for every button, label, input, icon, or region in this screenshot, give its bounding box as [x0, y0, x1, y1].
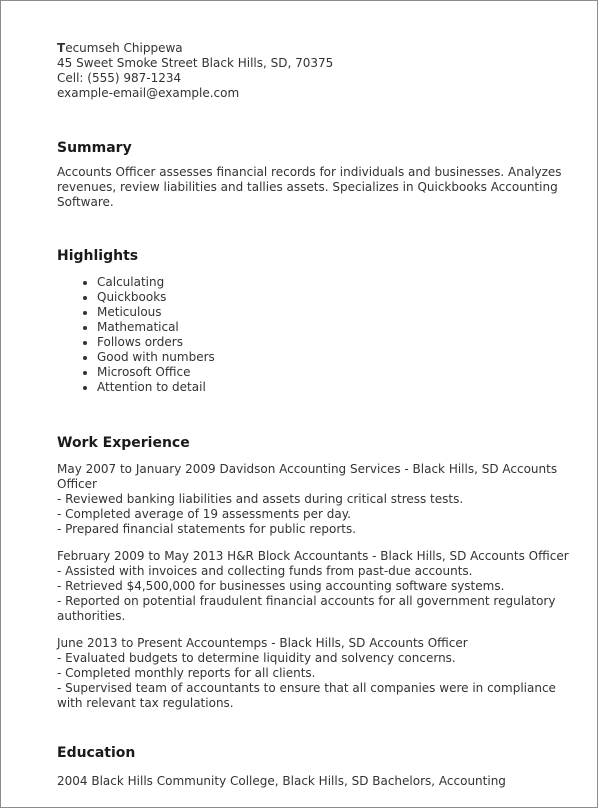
- highlights-heading: Highlights: [57, 248, 139, 264]
- job-bullet: - Completed average of 19 assessments per day.: [57, 507, 351, 521]
- highlight-item: • Follows orders: [97, 335, 577, 350]
- name-rest: ecumseh Chippewa: [65, 41, 183, 55]
- job-entry: [57, 462, 577, 537]
- highlight-item: • Meticulous: [97, 305, 577, 320]
- highlight-item: • Quickbooks: [97, 290, 577, 305]
- highlight-item: • Good with numbers: [97, 350, 577, 365]
- summary-text: Accounts Officer assesses financial records for individuals and businesses. Analyzes revenues, review liabilities and tallies assets. Specializes in Quickbooks Accounting Software.: [57, 165, 562, 209]
- job-bullet: - Supervised team of accountants to ensure that all companies were in compliance with relevant tax regulations.: [57, 681, 556, 710]
- job-entry: [57, 636, 577, 711]
- education-heading: Education: [57, 745, 136, 761]
- name-initial: T: [57, 41, 66, 55]
- highlights-list: [57, 275, 577, 395]
- contact-name: [57, 41, 577, 56]
- summary-heading: Summary: [57, 140, 132, 156]
- resume-content: [57, 41, 577, 789]
- contact-block: [57, 41, 577, 101]
- contact-email: example-email@example.com: [57, 86, 240, 100]
- job-header: June 2013 to Present Accountemps - Black Hills, SD Accounts Officer: [57, 636, 468, 650]
- contact-address: 45 Sweet Smoke Street Black Hills, SD, 70375: [57, 56, 334, 70]
- work-experience-heading: Work Experience: [57, 435, 190, 451]
- job-bullet: - Reviewed banking liabilities and assets during critical stress tests.: [57, 492, 464, 506]
- job-bullet: - Completed monthly reports for all clients.: [57, 666, 316, 680]
- job-bullet: - Assisted with invoices and collecting funds from past-due accounts.: [57, 564, 473, 578]
- job-header: May 2007 to January 2009 Davidson Accounting Services - Black Hills, SD Accounts Officer: [57, 462, 558, 491]
- highlight-item: • Calculating: [97, 275, 577, 290]
- education-entry: 2004 Black Hills Community College, Black Hills, SD Bachelors, Accounting: [57, 774, 506, 788]
- job-bullet: - Evaluated budgets to determine liquidity and solvency concerns.: [57, 651, 456, 665]
- highlight-item: • Mathematical: [97, 320, 577, 335]
- highlight-item: • Attention to detail: [97, 380, 577, 395]
- job-bullet: - Reported on potential fraudulent financial accounts for all government regulatory authorities.: [57, 594, 556, 623]
- highlight-item: • Microsoft Office: [97, 365, 577, 380]
- job-bullet: - Retrieved $4,500,000 for businesses using accounting software systems.: [57, 579, 505, 593]
- job-bullet: - Prepared financial statements for public reports.: [57, 522, 357, 536]
- job-entry: [57, 549, 577, 624]
- contact-phone: Cell: (555) 987-1234: [57, 71, 182, 85]
- job-header: February 2009 to May 2013 H&R Block Accountants - Black Hills, SD Accounts Officer: [57, 549, 569, 563]
